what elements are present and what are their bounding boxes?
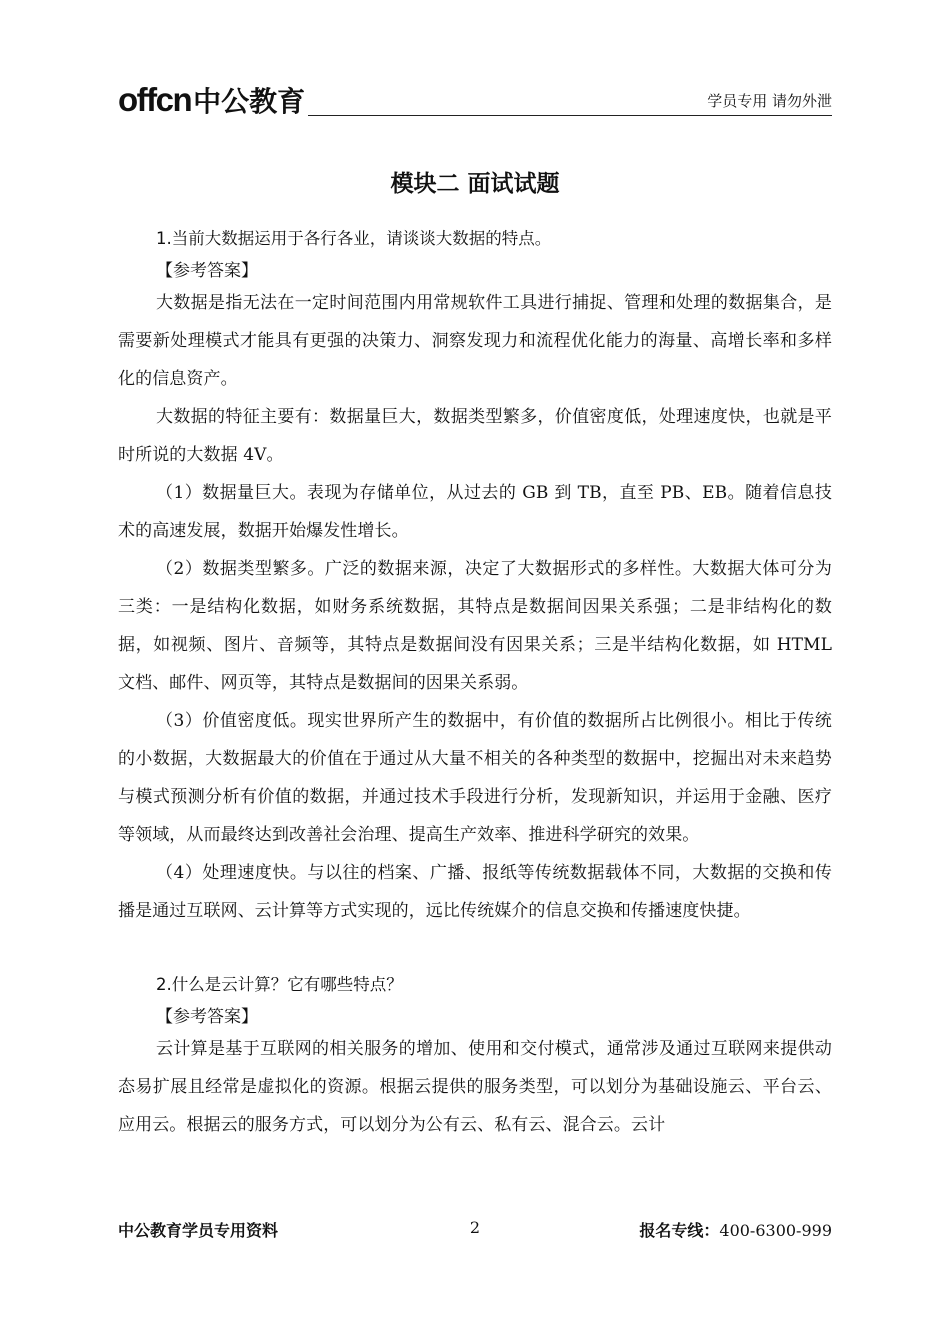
document-body (118, 226, 832, 1144)
hotline-number: 400-6300-999 (719, 1221, 832, 1240)
page-header (118, 78, 832, 118)
answer-1-paragraph: （3）价值密度低。现实世界所产生的数据中，有价值的数据所占比例很小。相比于传统的小数据，大数据最大的价值在于通过从大量不相关的各种类型的数据中，挖掘出对未来趋势与模式预测分析有价值的数据，并通过技术手段进行分析，发现新知识，并运用于金融、医疗等领域，从而最终达到改善社会治理、提高生产效率、推进科学研究的效果。 (118, 711, 832, 845)
page-title: 模块二 面试试题 (390, 171, 560, 197)
offcn-logo (118, 80, 305, 120)
question-1: 1.当前大数据运用于各行各业，请谈谈大数据的特点。 (156, 229, 552, 248)
header-confidential-note: 学员专用 请勿外泄 (707, 92, 832, 110)
answer-1-paragraph: （1）数据量巨大。表现为存储单位，从过去的 GB 到 TB，直至 PB、EB。随着信息技术的高速发展，数据开始爆发性增长。 (118, 483, 832, 541)
logo-latin-text: offcn (118, 81, 192, 118)
answer-label-1: 【参考答案】 (156, 261, 258, 281)
answer-label-2: 【参考答案】 (156, 1007, 258, 1027)
footer-material-label: 中公教育学员专用资料 (118, 1221, 279, 1240)
question-2: 2.什么是云计算？它有哪些特点？ (156, 975, 403, 994)
page-footer (118, 1218, 832, 1242)
logo-chinese-text: 中公教育 (193, 85, 306, 118)
hotline-label: 报名专线： (639, 1221, 720, 1240)
answer-1-paragraph: （2）数据类型繁多。广泛的数据来源，决定了大数据形式的多样性。大数据大体可分为三类：一是结构化数据，如财务系统数据，其特点是数据间因果关系强；二是非结构化的数据，如视频、图片、音频等，其特点是数据间没有因果关系；三是半结构化数据，如 HTML 文档、邮件、网页等，其特点是数据间的因果关系弱。 (118, 559, 832, 693)
answer-1-paragraph: 大数据的特征主要有：数据量巨大，数据类型繁多，价值密度低，处理速度快，也就是平时所说的大数据 4V。 (118, 407, 832, 465)
footer-hotline (639, 1218, 832, 1241)
answer-2-paragraph: 云计算是基于互联网的相关服务的增加、使用和交付模式，通常涉及通过互联网来提供动态易扩展且经常是虚拟化的资源。根据云提供的服务类型，可以划分为基础设施云、平台云、应用云。根据云的服务方式，可以划分为公有云、私有云、混合云。云计 (118, 1039, 832, 1135)
page-number: 2 (469, 1218, 481, 1237)
answer-1-paragraph: 大数据是指无法在一定时间范围内用常规软件工具进行捕捉、管理和处理的数据集合，是需要新处理模式才能具有更强的决策力、洞察发现力和流程优化能力的海量、高增长率和多样化的信息资产。 (118, 293, 832, 389)
answer-1-paragraph: （4）处理速度快。与以往的档案、广播、报纸等传统数据载体不同，大数据的交换和传播是通过互联网、云计算等方式实现的，远比传统媒介的信息交换和传播速度快捷。 (118, 863, 832, 921)
section-gap (118, 930, 832, 972)
header-divider (308, 115, 832, 116)
